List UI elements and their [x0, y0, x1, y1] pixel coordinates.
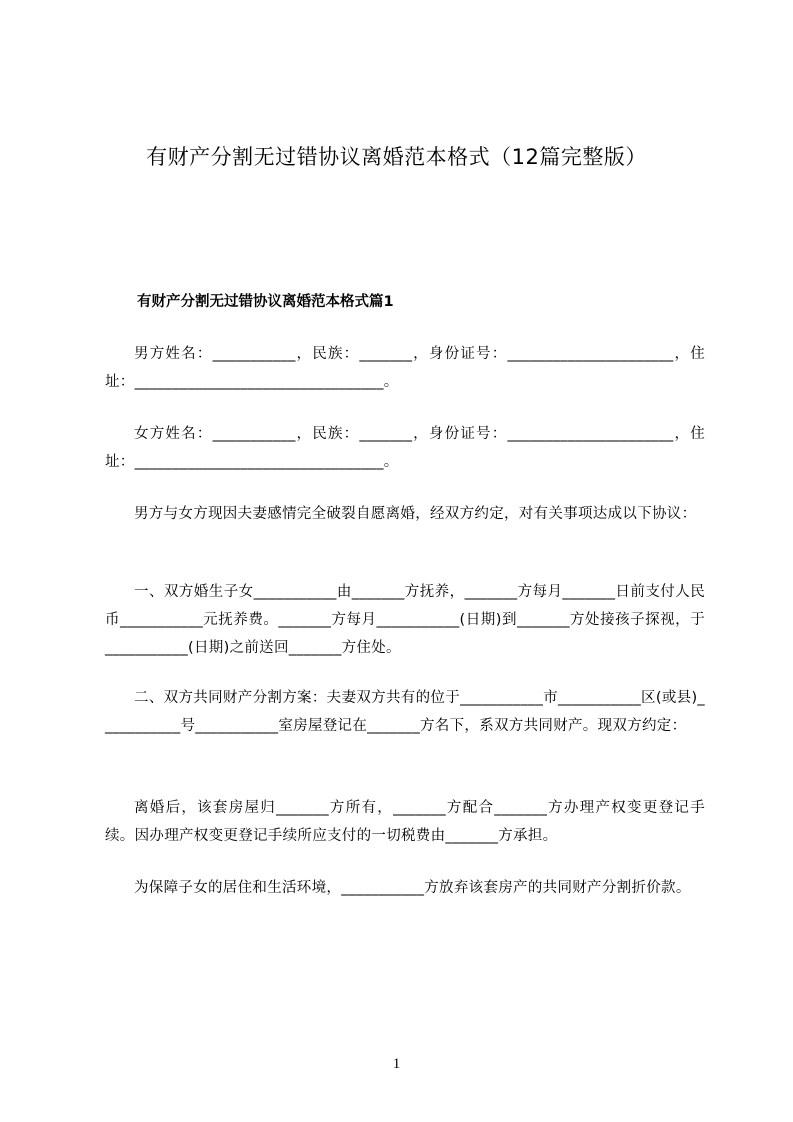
paragraph-property-division [105, 684, 705, 740]
paragraph-house-ownership [105, 794, 705, 850]
document-title: 有财产分割无过错协议离婚范本格式（12篇完整版） [146, 145, 647, 169]
paragraph-text: 离婚后，该套房屋归_______方所有，_______方配合_______方办理产权变更登记手续。因办理产权变更登记手续所应支付的一切税费由_______方承担。 [105, 800, 705, 844]
page-number: 1 [392, 1056, 401, 1072]
paragraph-child-custody [105, 578, 705, 662]
paragraph-text: 女方姓名：___________，民族：_______，身份证号：______________________，住址：_________________________________。 [105, 426, 705, 470]
paragraph-intro [105, 500, 705, 528]
paragraph-text: 男方姓名：___________，民族：_______，身份证号：______________________，住址：_________________________________。 [105, 346, 705, 390]
paragraph-text: 为保障子女的居住和生活环境，___________方放弃该套房产的共同财产分割折价款。 [134, 880, 691, 896]
paragraph-child-housing [105, 874, 705, 902]
paragraph-female-info [105, 420, 705, 476]
paragraph-text: 二、双方共同财产分割方案：夫妻双方共有的位于___________市___________区(或县)___________号___________室房屋登记在_______方名下，系双方共同财产。现双方约定： [105, 690, 705, 734]
section-title: 有财产分割无过错协议离婚范本格式篇1 [137, 294, 394, 310]
paragraph-text: 男方与女方现因夫妻感情完全破裂自愿离婚，经双方约定，对有关事项达成以下协议： [134, 506, 697, 522]
paragraph-male-info [105, 340, 705, 396]
paragraph-text: 一、双方婚生子女___________由_______方抚养，_______方每月_______日前支付人民币___________元抚养费。_______方每月___________(日期)到_______方处接孩子探视，于___________(日期)之前送回_______方住处。 [105, 584, 705, 656]
